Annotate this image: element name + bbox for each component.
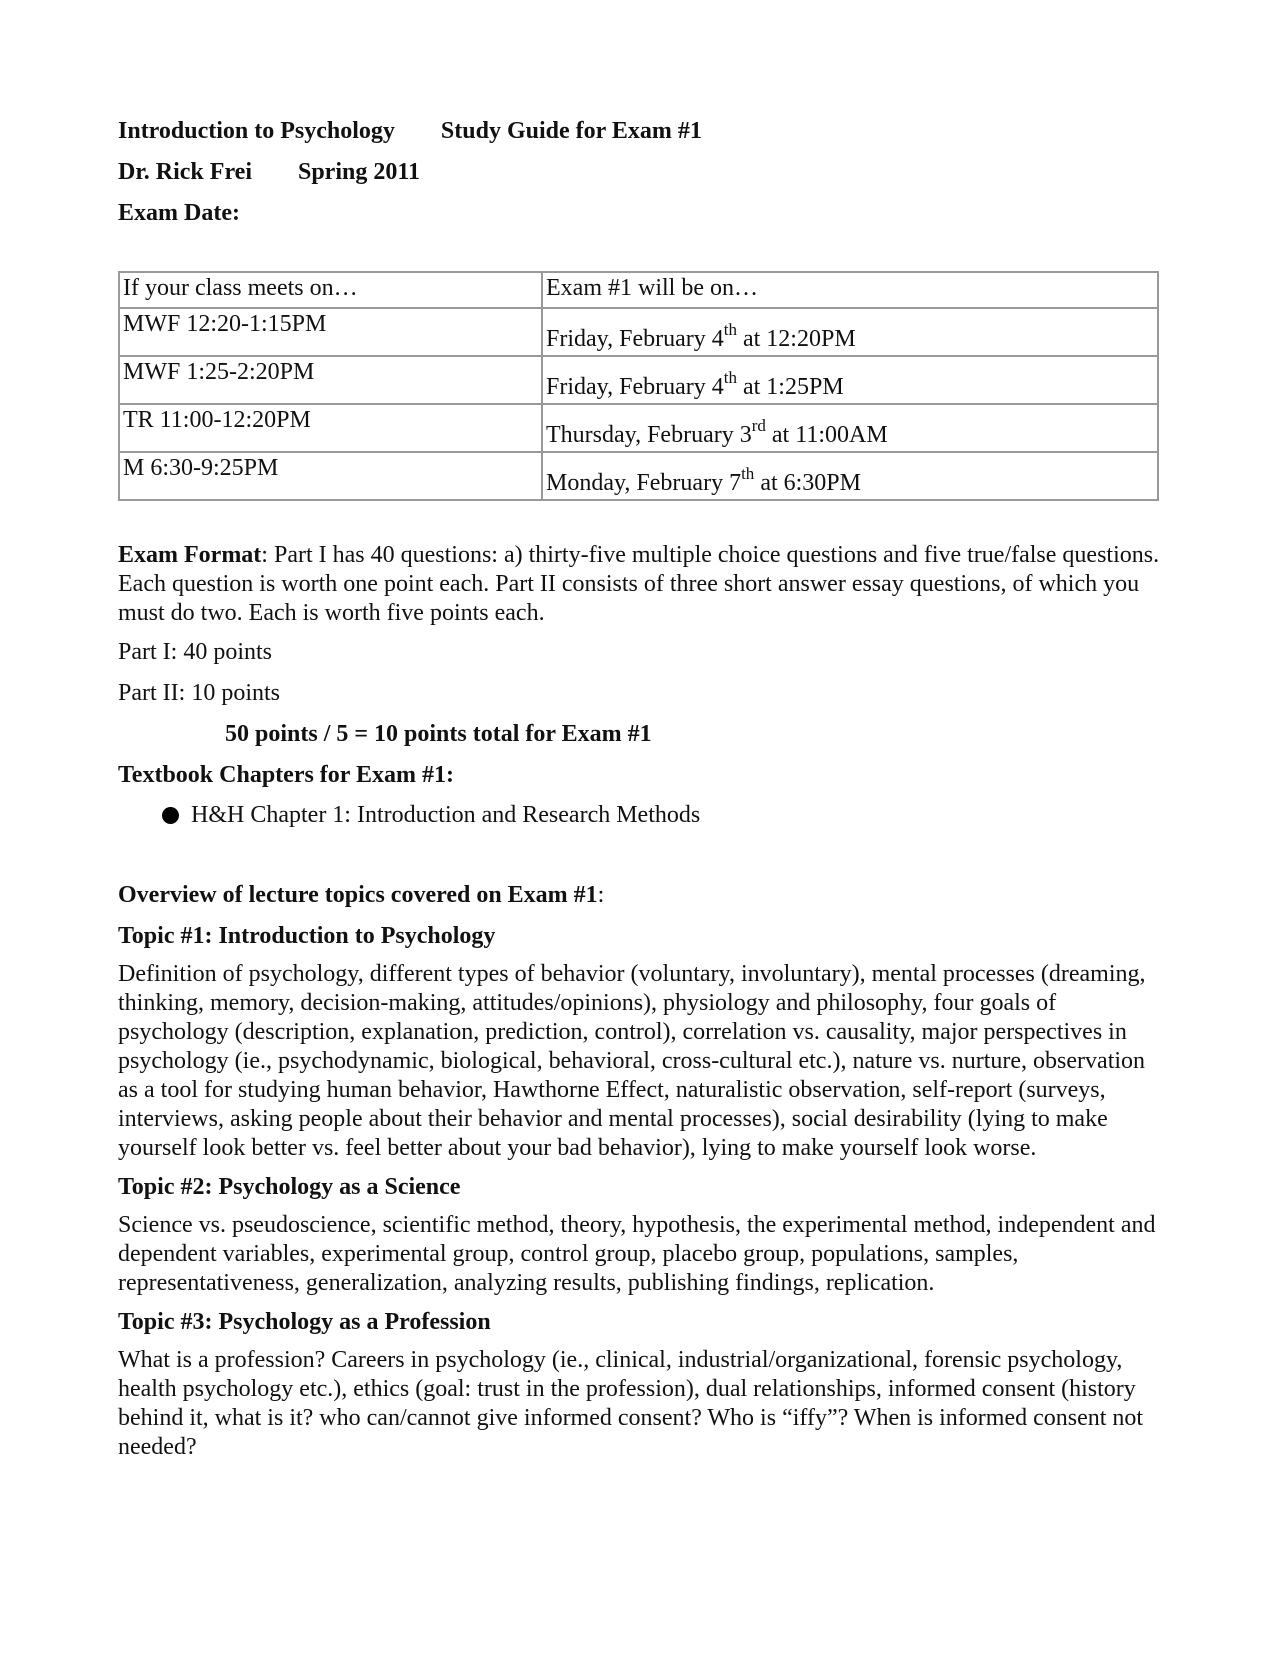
header-line-1 <box>118 116 1163 146</box>
exam-cell: Monday, February 7th at 6:30PM <box>542 452 1158 500</box>
points-total: 50 points / 5 = 10 points total for Exam #1 <box>225 721 652 747</box>
topic-2-body: Science vs. pseudoscience, scientific method, theory, hypothesis, the experimental method, independent and dependent variables, experimental group, control group, placebo group, populations, samples, representativeness, generalization, analyzing results, publishing findings, replication. <box>118 1212 1156 1296</box>
topic-3-title: Topic #3: Psychology as a Profession <box>118 1309 491 1335</box>
table-header-meets: If your class meets on… <box>119 272 542 308</box>
exam-cell: Thursday, February 3rd at 11:00AM <box>542 404 1158 452</box>
part2-points: Part II: 10 points <box>118 680 280 706</box>
table-header-row <box>119 272 1158 308</box>
header-line-2 <box>118 157 1163 187</box>
table-header-exam: Exam #1 will be on… <box>542 272 1158 308</box>
meets-cell: MWF 12:20-1:15PM <box>119 308 542 356</box>
bullet-icon <box>162 807 179 824</box>
list-item <box>118 800 1163 830</box>
document-page <box>118 116 1163 1462</box>
term: Spring 2011 <box>297 159 421 185</box>
table-row <box>119 452 1158 500</box>
meets-cell: TR 11:00-12:20PM <box>119 404 542 452</box>
exam-schedule-table <box>118 271 1159 501</box>
part1-points: Part I: 40 points <box>118 639 272 665</box>
meets-cell: MWF 1:25-2:20PM <box>119 356 542 404</box>
chapters-heading: Textbook Chapters for Exam #1: <box>118 762 455 788</box>
guide-title: Study Guide for Exam #1 <box>440 118 702 144</box>
topic-3-body: What is a profession? Careers in psychology (ie., clinical, industrial/organizational, forensic psychology, health psychology etc.), ethics (goal: trust in the profession), dual relationships, informed consent (history behind it, what is it? who can/cannot give informed consent? Who is “iffy”? When is informed consent not needed? <box>118 1347 1144 1460</box>
chapter-item: H&H Chapter 1: Introduction and Research Methods <box>191 802 701 828</box>
overview-heading: Overview of lecture topics covered on Exam #1: <box>118 882 605 908</box>
exam-format-paragraph <box>118 541 1163 628</box>
instructor-name: Dr. Rick Frei <box>118 159 252 185</box>
exam-cell: Friday, February 4th at 1:25PM <box>542 356 1158 404</box>
course-title: Introduction to Psychology <box>118 118 395 144</box>
table-row <box>119 356 1158 404</box>
table-row <box>119 308 1158 356</box>
exam-cell: Friday, February 4th at 12:20PM <box>542 308 1158 356</box>
exam-date-label: Exam Date: <box>118 200 240 226</box>
meets-cell: M 6:30-9:25PM <box>119 452 542 500</box>
table-row <box>119 404 1158 452</box>
topic-1-body: Definition of psychology, different types of behavior (voluntary, involuntary), mental processes (dreaming, thinking, memory, decision-making, attitudes/opinions), physiology and philosophy, four goals of psychology (description, explanation, prediction, control), correlation vs. causality, major perspectives in psychology (ie., psychodynamic, biological, behavioral, cross-cultural etc.), nature vs. nurture, observation as a tool for studying human behavior, Hawthorne Effect, naturalistic observation, self-report (surveys, interviews, asking people about their behavior and mental processes), social desirability (lying to make yourself look better vs. feel better about your bad behavior), lying to make yourself look worse. <box>118 961 1146 1161</box>
topic-1-title: Topic #1: Introduction to Psychology <box>118 923 496 949</box>
exam-format-text: : Part I has 40 questions: a) thirty-five multiple choice questions and five true/false questions. Each question is worth one point each. Part II consists of three short answer essay questions, of which you must do two. Each is worth five points each. <box>118 542 1160 626</box>
exam-format-label: Exam Format <box>118 542 262 568</box>
topic-2-title: Topic #2: Psychology as a Science <box>118 1174 461 1200</box>
